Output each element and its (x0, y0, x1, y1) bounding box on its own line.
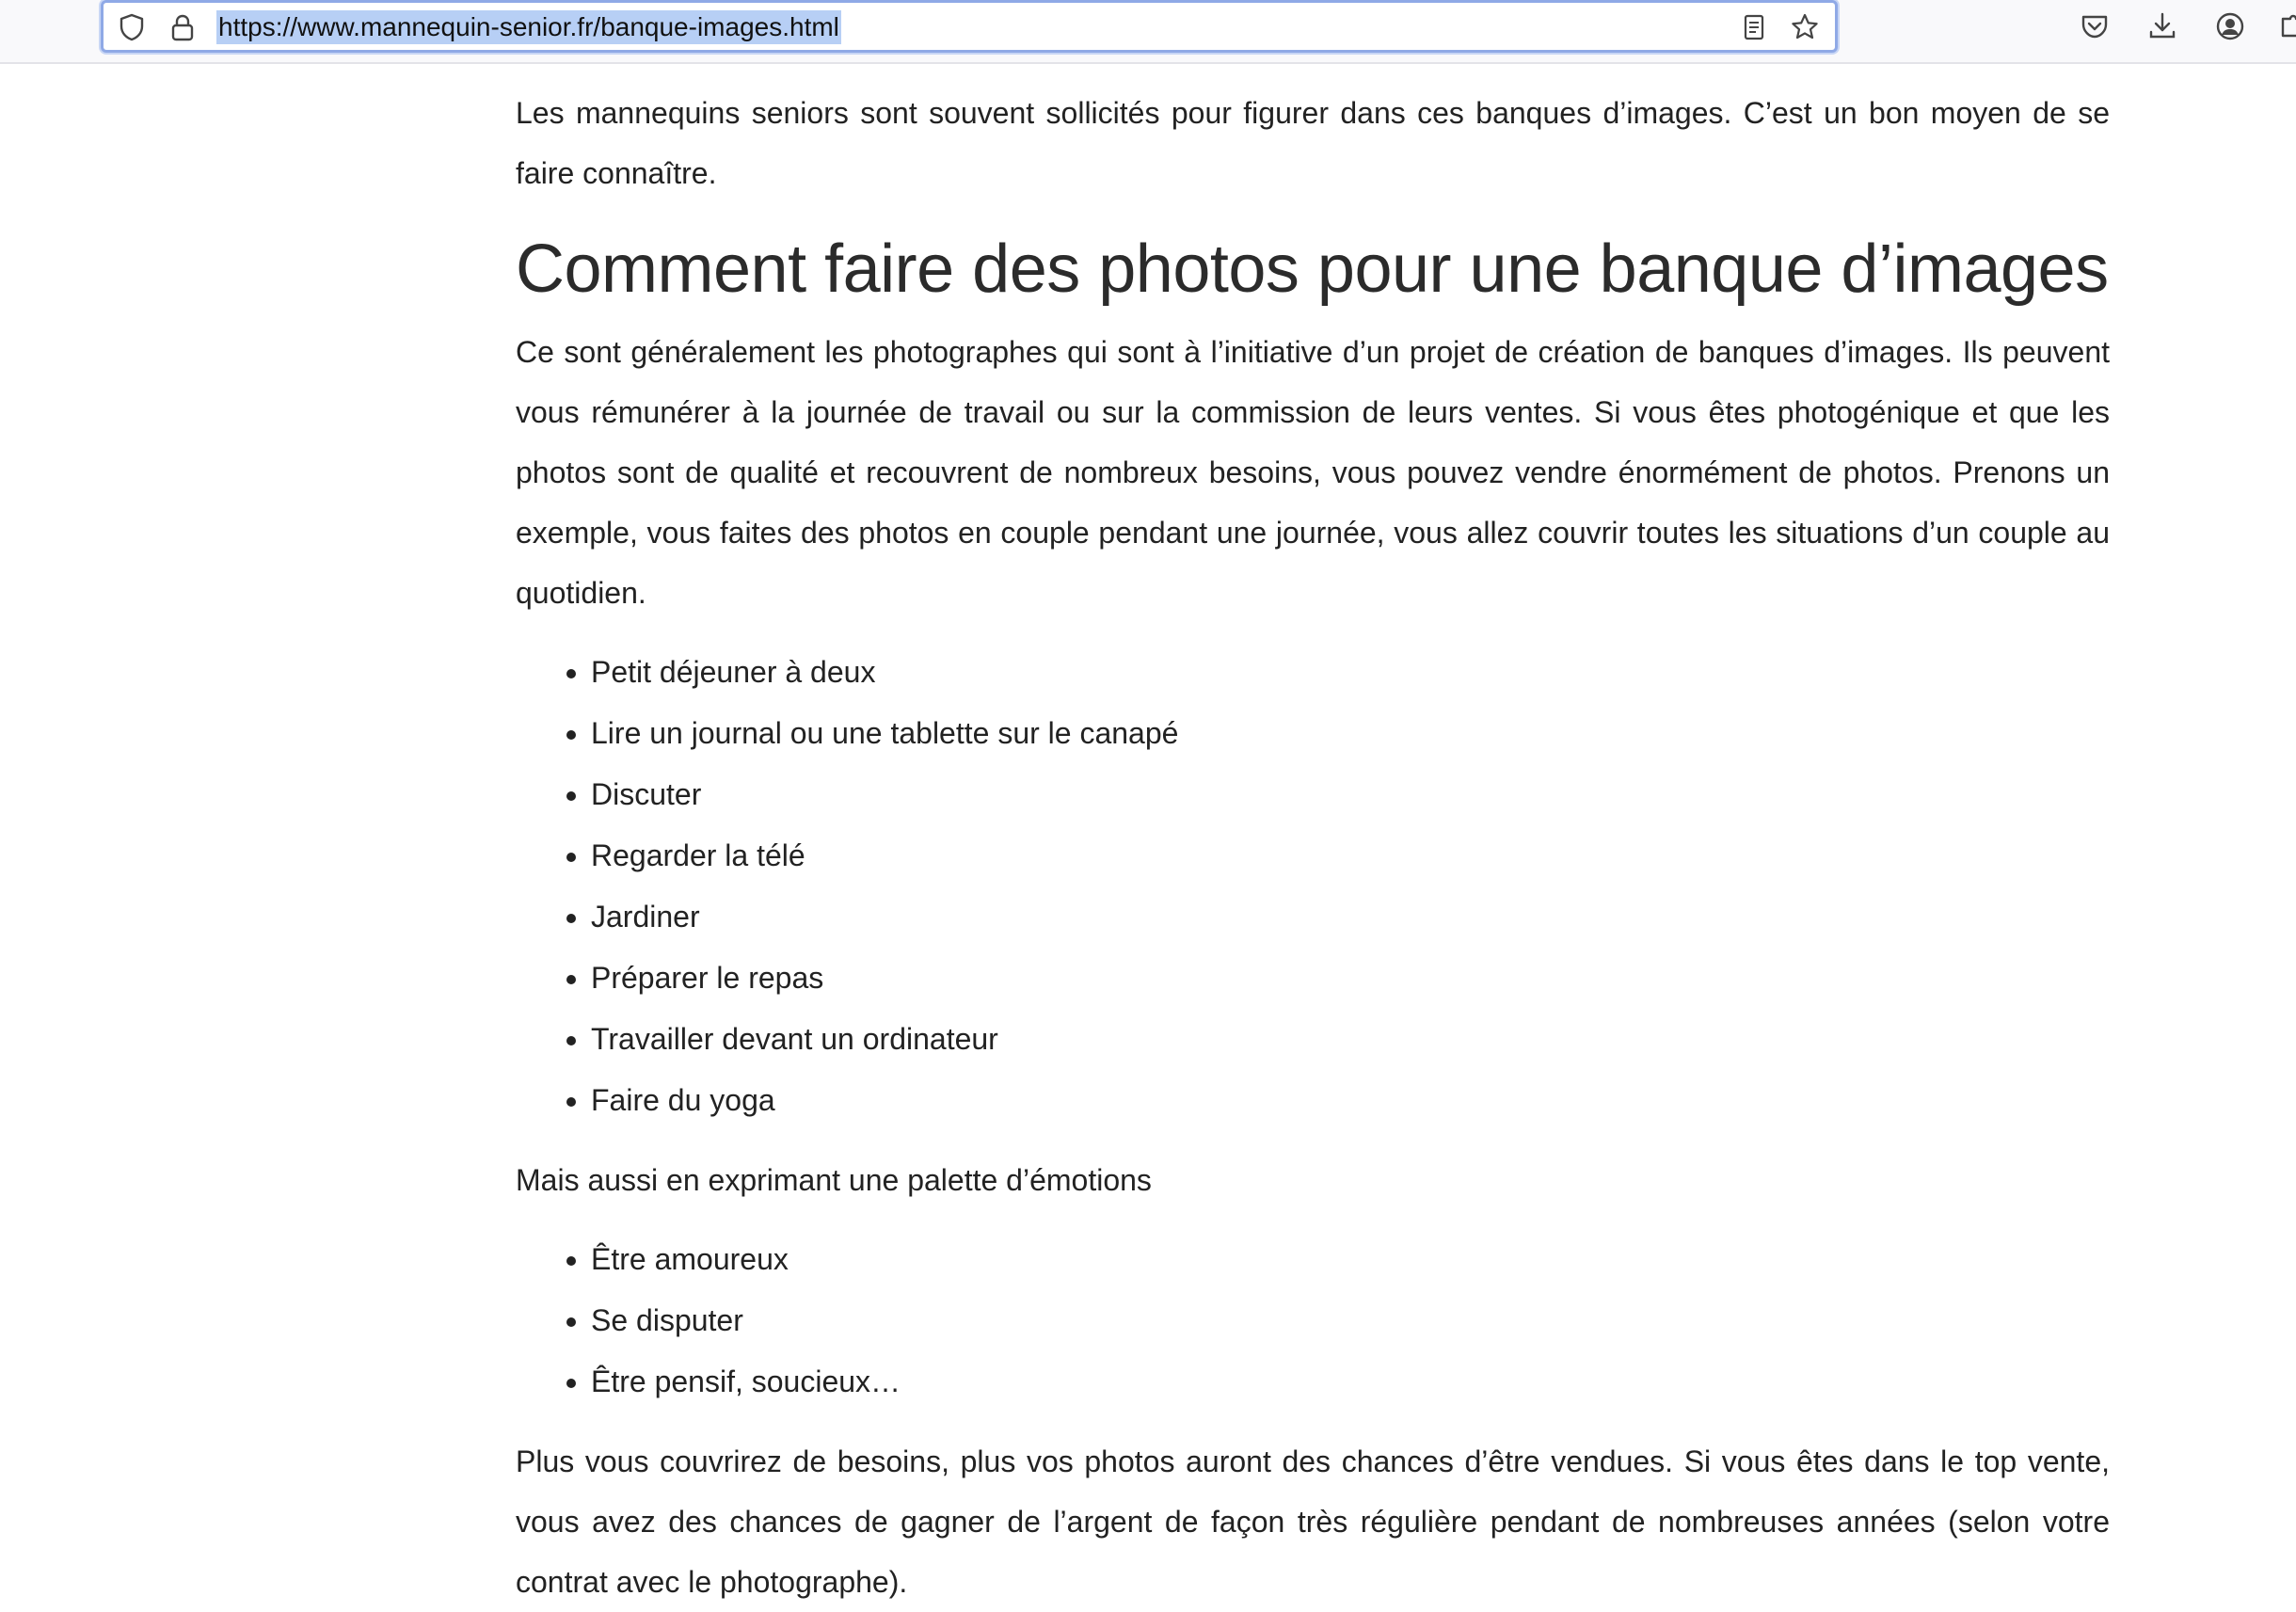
situations-list (516, 642, 2110, 1131)
list-item: • Travailler devant un ordinateur (591, 1009, 2110, 1070)
address-bar[interactable] (101, 0, 1838, 53)
list-item: • Petit déjeuner à deux (591, 642, 2110, 703)
browser-toolbar (0, 0, 2296, 64)
list-item: • Être amoureux (591, 1229, 2110, 1290)
download-icon[interactable] (2145, 9, 2179, 43)
pocket-icon[interactable] (2078, 9, 2112, 43)
list-item: • Préparer le repas (591, 948, 2110, 1009)
extensions-icon[interactable] (2277, 9, 2296, 43)
section-heading: Comment faire des photos pour une banque d’images (516, 231, 2109, 307)
intro-paragraph: Les mannequins seniors sont souvent sollicités pour figurer dans ces banques d’images. C’est un bon moyen de se faire connaître. (516, 96, 2110, 190)
lock-icon[interactable] (167, 12, 198, 42)
shield-icon[interactable] (117, 12, 147, 42)
body-paragraph: Ce sont généralement les photographes qui sont à l’initiative d’un projet de création de banques d’images. Ils peuvent vous rémunérer à la journée de travail ou sur la commission de leurs ventes. Si vous êtes photogénique et que les photos sont de qualité et recouvrent de nombreux besoins, vous pouvez vendre énormément de photos. Prenons un exemple, vous faites des photos en couple pendant une journée, vous allez couvrir toutes les situations d’un couple au quotidien. (516, 335, 2110, 610)
emotions-list (516, 1229, 2110, 1412)
article-content (516, 64, 2110, 1612)
list-item: • Se disputer (591, 1290, 2110, 1351)
reader-view-icon[interactable] (1739, 12, 1769, 42)
list-item: • Lire un journal ou une tablette sur le canapé (591, 703, 2110, 764)
url-text[interactable]: https://www.mannequin-senior.fr/banque-images.html (216, 10, 841, 44)
bookmark-star-icon[interactable] (1790, 12, 1820, 42)
list-item: • Regarder la télé (591, 825, 2110, 886)
list-item: • Faire du yoga (591, 1070, 2110, 1131)
list-item: • Discuter (591, 764, 2110, 825)
account-icon[interactable] (2213, 9, 2247, 43)
conclusion-paragraph: Plus vous couvrirez de besoins, plus vos photos auront des chances d’être vendues. Si vous êtes dans le top vente, vous avez des chances de gagner de l’argent de façon très régulière pendant de nombreuses années (selon votre contrat avec le photographe). (516, 1444, 2110, 1599)
list-item: • Être pensif, soucieux… (591, 1351, 2110, 1412)
emotions-intro: Mais aussi en exprimant une palette d’émotions (516, 1163, 1152, 1197)
list-item: • Jardiner (591, 886, 2110, 948)
